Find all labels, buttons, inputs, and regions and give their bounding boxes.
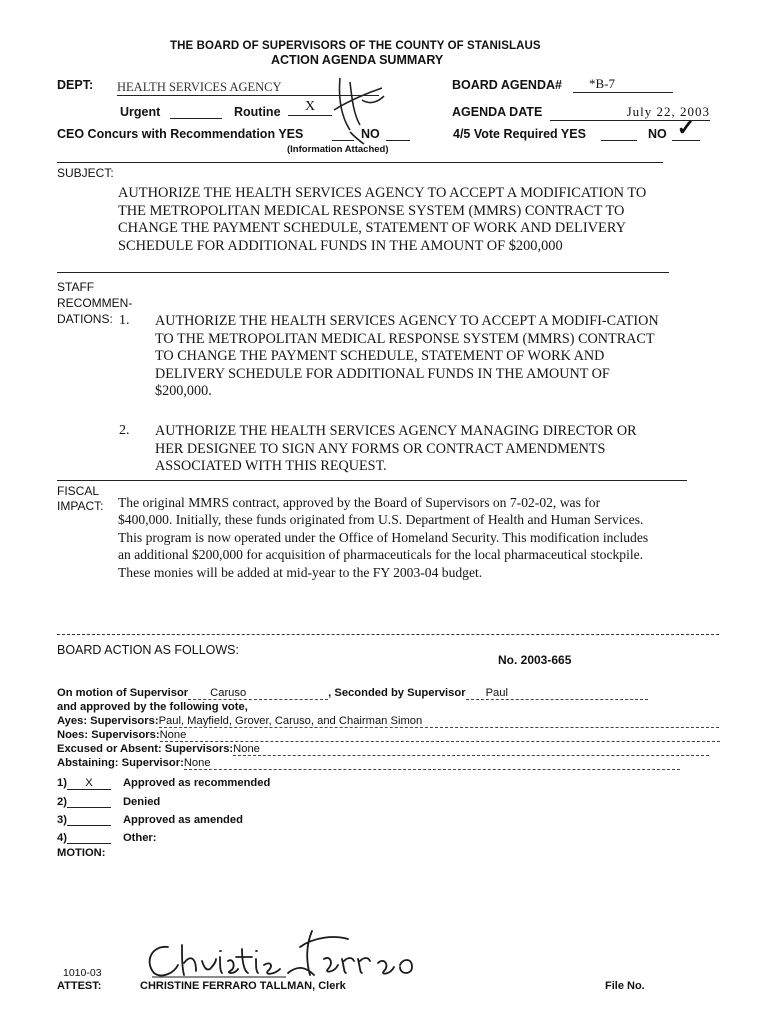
abstaining-line bbox=[57, 757, 680, 770]
attest-label: ATTEST: bbox=[57, 980, 102, 992]
routine-label: Routine bbox=[234, 105, 281, 119]
dept-value: HEALTH SERVICES AGENCY bbox=[117, 80, 379, 96]
option-2-number: 2) bbox=[57, 796, 67, 808]
board-action-number: No. 2003-665 bbox=[498, 653, 572, 667]
ceo-concurs-label: CEO Concurs with Recommendation YES bbox=[57, 127, 304, 141]
approval-initials-mark bbox=[320, 70, 390, 150]
option-2-label: Denied bbox=[122, 796, 161, 808]
option-4 bbox=[57, 831, 157, 844]
board-agenda-label: BOARD AGENDA# bbox=[452, 78, 562, 92]
vote-no-label: NO bbox=[648, 127, 667, 141]
urgent-blank bbox=[170, 104, 222, 119]
staff-label-line2: RECOMMEN- bbox=[57, 296, 133, 310]
board-action-label: BOARD ACTION AS FOLLOWS: bbox=[57, 643, 239, 657]
option-2 bbox=[57, 795, 160, 808]
option-4-label: Other: bbox=[122, 832, 157, 844]
clerk-name: CHRISTINE FERRARO TALLMAN, Clerk bbox=[140, 980, 346, 992]
recommendation-1-text: AUTHORIZE THE HEALTH SERVICES AGENCY TO ACCEPT A MODIFI-CATION TO THE METROPOLITAN MEDICAL RESPONSE SYSTEM (MMRS) CONTRACT TO CHANGE THE PAYMENT SCHEDULE, STATEMENT OF WORK AND DELIVERY SCHEDULE FOR ADDITIONAL FUNDS IN THE AMOUNT OF $200,000. bbox=[155, 313, 659, 399]
noes-label: Noes: Supervisors: bbox=[57, 729, 160, 741]
excused-line bbox=[57, 743, 709, 756]
recommendation-2-number: 2. bbox=[119, 423, 130, 438]
staff-label-line3: DATIONS: bbox=[57, 312, 113, 326]
subject-divider bbox=[57, 272, 669, 273]
recommendation-2-text: AUTHORIZE THE HEALTH SERVICES AGENCY MANAGING DIRECTOR OR HER DESIGNEE TO SIGN ANY FORMS OR CONTRACT AMENDMENTS ASSOCIATED WITH THIS REQUEST. bbox=[155, 423, 637, 474]
info-attached: (Information Attached) bbox=[287, 144, 389, 155]
option-3-label: Approved as amended bbox=[122, 814, 243, 826]
option-4-number: 4) bbox=[57, 832, 67, 844]
fiscal-label-line2: IMPACT: bbox=[57, 499, 104, 513]
option-3-mark bbox=[67, 813, 111, 826]
ceo-no-label: NO bbox=[361, 127, 380, 141]
page-title: ACTION AGENDA SUMMARY bbox=[271, 53, 444, 67]
noes-value: None bbox=[160, 729, 720, 742]
option-4-mark bbox=[67, 831, 111, 844]
option-3 bbox=[57, 813, 243, 826]
noes-line bbox=[57, 729, 720, 742]
fiscal-label-line1: FISCAL bbox=[57, 484, 100, 498]
staff-divider bbox=[57, 480, 687, 481]
staff-label-line1: STAFF bbox=[57, 280, 95, 294]
vote-no-mark: ✓ bbox=[672, 116, 700, 141]
ayes-value: Paul, Mayfield, Grover, Caruso, and Chairman Simon bbox=[159, 715, 719, 728]
motion-by-label: On motion of Supervisor bbox=[57, 687, 189, 699]
subject-text: AUTHORIZE THE HEALTH SERVICES AGENCY TO ACCEPT A MODIFICATION TO THE METROPOLITAN MEDICAL RESPONSE SYSTEM (MMRS) CONTRACT TO CHANGE THE PAYMENT SCHEDULE, STATEMENT OF WORK AND DELIVERY SCHEDULE FOR ADDITIONAL FUNDS IN THE AMOUNT OF $200,000 bbox=[118, 185, 647, 254]
ayes-label: Ayes: Supervisors: bbox=[57, 715, 159, 727]
seconded-label: , Seconded by Supervisor bbox=[328, 687, 466, 699]
excused-label: Excused or Absent: Supervisors: bbox=[57, 743, 234, 755]
urgent-label: Urgent bbox=[120, 105, 161, 119]
option-1 bbox=[57, 777, 270, 790]
motion-line bbox=[57, 687, 727, 700]
form-number: 1010-03 bbox=[63, 967, 102, 979]
option-2-mark bbox=[67, 795, 111, 808]
file-number-label: File No. bbox=[605, 980, 645, 992]
abstaining-value: None bbox=[184, 757, 680, 770]
board-action-divider bbox=[57, 634, 719, 635]
clerk-signature bbox=[138, 925, 428, 985]
four-fifths-vote-label: 4/5 Vote Required YES bbox=[453, 127, 586, 141]
vote-yes-blank bbox=[601, 126, 637, 141]
seconded-by-value: Paul bbox=[466, 687, 648, 700]
routine-mark: X bbox=[288, 99, 332, 116]
ayes-line bbox=[57, 715, 719, 728]
option-3-number: 3) bbox=[57, 814, 67, 826]
dept-label: DEPT: bbox=[57, 78, 94, 92]
approved-line: and approved by the following vote, bbox=[57, 701, 248, 713]
option-1-label: Approved as recommended bbox=[122, 777, 271, 789]
fiscal-label bbox=[57, 484, 103, 514]
board-title: THE BOARD OF SUPERVISORS OF THE COUNTY OF STANISLAUS bbox=[170, 40, 541, 52]
option-1-mark: X bbox=[67, 777, 111, 790]
agenda-date-value: July 22, 2003 bbox=[550, 104, 710, 121]
fiscal-impact-text: The original MMRS contract, approved by the Board of Supervisors on 7-02-02, was for $400,000. Initially, these funds originated from U.S. Department of Health and Human Services. This program is now operated under the Office of Homeland Security. This modification includes an additional $200,000 for acquisition of pharmaceuticals for the local pharmaceutical stockpile. These monies will be added at mid-year to the FY 2003-04 budget. bbox=[118, 495, 649, 580]
motion-label: MOTION: bbox=[57, 847, 106, 859]
agenda-date-label: AGENDA DATE bbox=[452, 105, 543, 119]
excused-value: None bbox=[233, 743, 709, 756]
motion-by-value: Caruso bbox=[188, 687, 328, 700]
board-agenda-value: *B-7 bbox=[573, 76, 673, 93]
header-divider bbox=[57, 162, 663, 163]
recommendation-1-number: 1. bbox=[119, 313, 130, 328]
subject-label: SUBJECT: bbox=[57, 166, 114, 180]
abstaining-label: Abstaining: Supervisor: bbox=[57, 757, 184, 769]
option-1-number: 1) bbox=[57, 777, 67, 789]
